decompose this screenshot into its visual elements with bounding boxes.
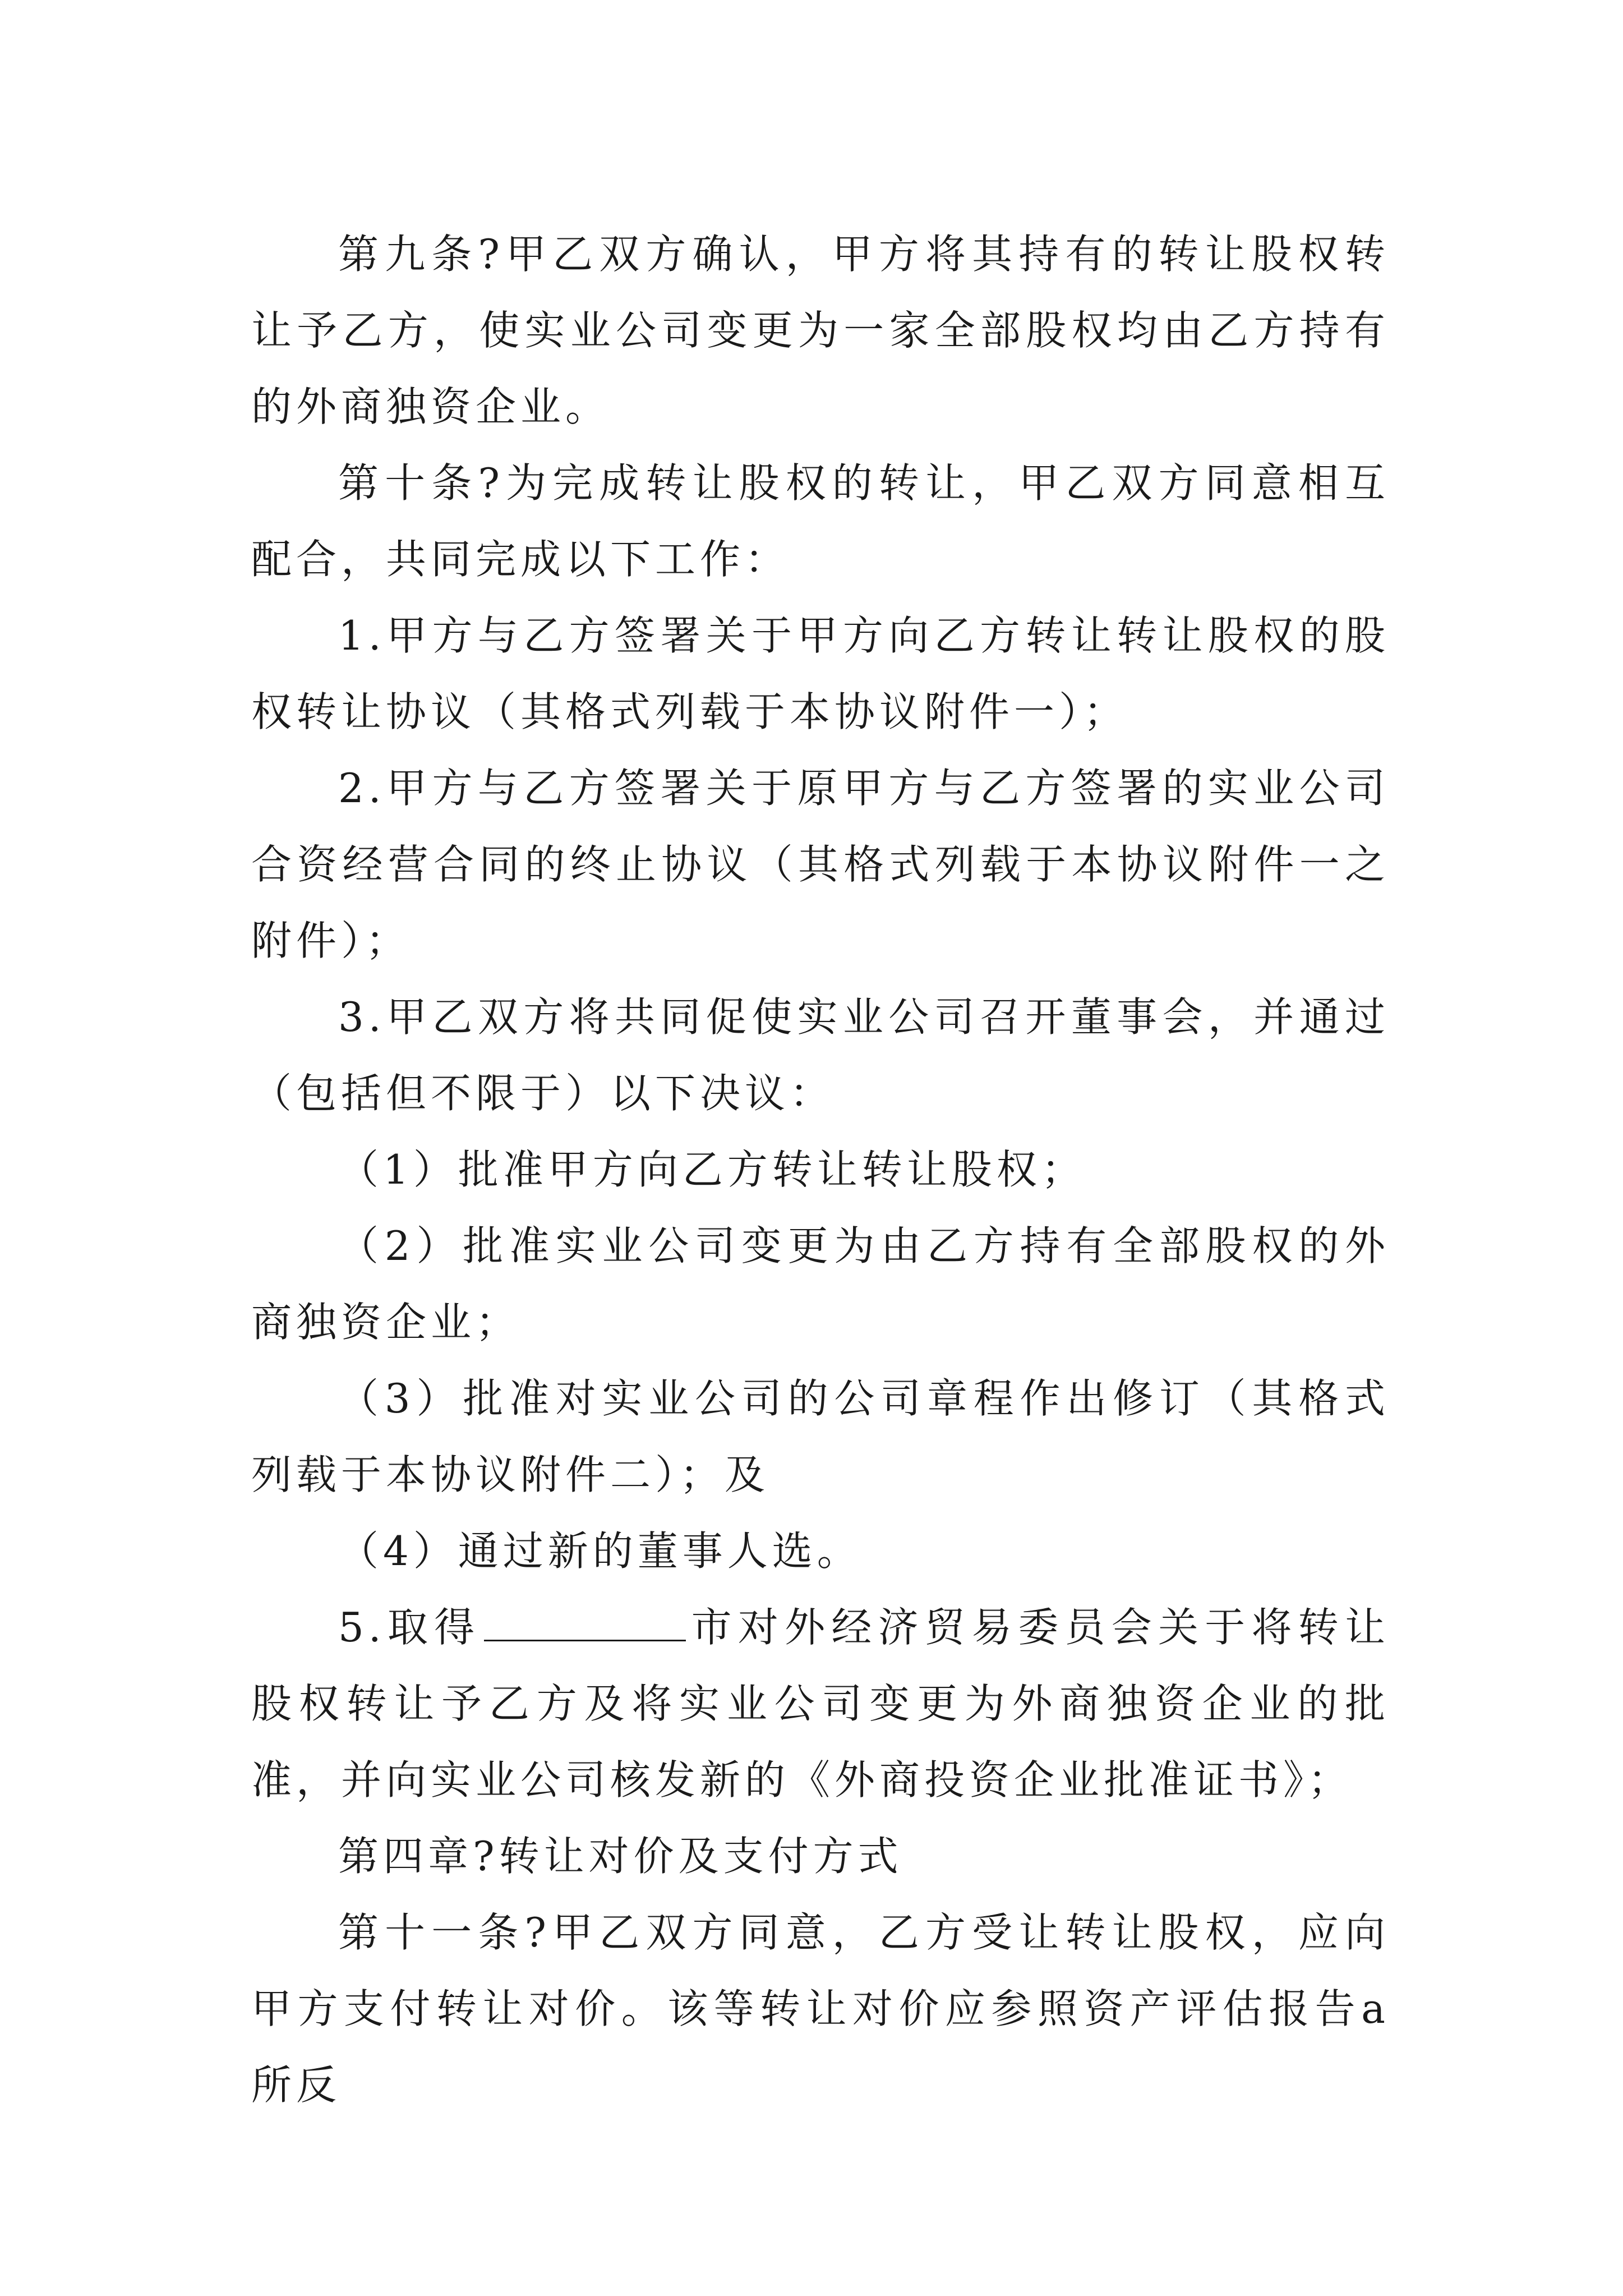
list-item-3: 3.甲乙双方将共同促使实业公司召开董事会，并通过（包括但不限于）以下决议： <box>251 993 1390 1117</box>
fill-in-blank-line[interactable] <box>484 1606 686 1641</box>
article-10-paragraph: 第十条?为完成转让股权的转让，甲乙双方同意相互配合，共同完成以下工作： <box>251 459 1390 583</box>
article-9-paragraph: 第九条?甲乙双方确认，甲方将其持有的转让股权转让予乙方，使实业公司变更为一家全部股权均由乙方持有的外商独资企业。 <box>251 231 1390 430</box>
sub-item-1: （1）批准甲方向乙方转让转让股权； <box>338 1146 1086 1193</box>
article-11-paragraph: 第十一条?甲乙双方同意，乙方受让转让股权，应向甲方支付转让对价。该等转让对价应参照资产评估报告a所反 <box>251 1909 1390 2109</box>
list-item-5-suffix: 市对外经济贸易委员会关于将转让股权转让予乙方及将实业公司变更为外商独资企业的批准，并向实业公司核发新的《外商投资企业批准证书》； <box>251 1604 1390 1803</box>
sub-item-3: （3）批准对实业公司的公司章程作出修订（其格式列载于本协议附件二）；及 <box>251 1375 1390 1498</box>
document-body <box>251 216 1390 2123</box>
list-item-5 <box>251 1589 1390 1818</box>
chapter-4-heading: 第四章?转让对价及支付方式 <box>338 1833 903 1880</box>
list-item-1: 1.甲方与乙方签署关于甲方向乙方转让转让股权的股权转让协议（其格式列载于本协议附件一）； <box>251 612 1390 735</box>
list-item-2: 2.甲方与乙方签署关于原甲方与乙方签署的实业公司合资经营合同的终止协议（其格式列载于本协议附件一之附件）； <box>251 765 1390 964</box>
sub-item-4: （4）通过新的董事人选。 <box>338 1527 862 1575</box>
list-item-5-prefix: 5.取得 <box>338 1604 481 1651</box>
sub-item-2: （2）批准实业公司变更为由乙方持有全部股权的外商独资企业； <box>251 1222 1390 1346</box>
